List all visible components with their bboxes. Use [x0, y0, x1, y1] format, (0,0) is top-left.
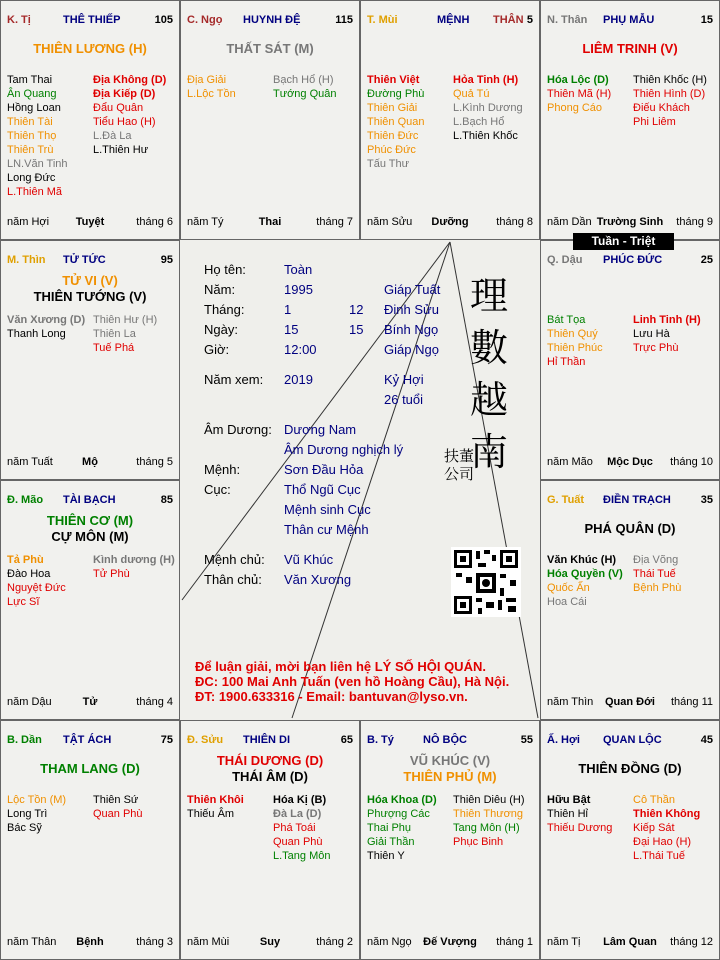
- minor-star: Tam Thai: [7, 74, 53, 86]
- palace-cell-ty: [360, 720, 540, 960]
- palace-name: THÊ THIẾP: [63, 14, 121, 26]
- minor-star: Thiếu Âm: [187, 808, 235, 820]
- main-star: THIÊN PHỦ (M): [403, 769, 497, 784]
- palace-branch: B. Tý: [367, 734, 394, 746]
- palace-age: 85: [160, 494, 173, 506]
- palace-branch: B. Dần: [7, 734, 42, 746]
- ngay-value: 15: [284, 322, 299, 337]
- qr-code: [451, 547, 521, 617]
- palace-cell-suu: [180, 720, 360, 960]
- minor-star: Thiên Việt: [367, 74, 420, 86]
- minor-star: Hóa Khoa (D): [367, 794, 437, 806]
- palace-name: ĐIỀN TRẠCH: [603, 494, 671, 506]
- thang-can: Đinh Sửu: [384, 302, 439, 317]
- star-column-left: [187, 73, 236, 101]
- minor-star: Quả Tú: [453, 88, 490, 100]
- am-duong-label: Âm Dương:: [204, 422, 272, 437]
- than-chu: Văn Xương: [284, 572, 352, 587]
- palace-year: năm Tý: [187, 216, 224, 228]
- star-column-left: [7, 73, 68, 199]
- star-column-right: [633, 313, 701, 355]
- palace-age: 45: [700, 734, 713, 746]
- tuoi: 26 tuổi: [384, 392, 424, 407]
- star-column-right: [93, 793, 143, 821]
- palace-month: tháng 12: [670, 936, 713, 948]
- minor-star: L.Lộc Tồn: [187, 88, 236, 100]
- ho-ten: Toàn: [284, 262, 313, 277]
- minor-star: Thiên Phúc: [547, 342, 603, 354]
- palace-age: 5: [526, 14, 533, 26]
- minor-star: Thiên Đức: [367, 130, 419, 142]
- minor-star: Thiên Trù: [7, 144, 54, 156]
- menh-chu-label: Mệnh chủ:: [204, 552, 265, 567]
- main-star: THIÊN ĐỒNG (D): [578, 761, 682, 776]
- palace-year: năm Thìn: [547, 696, 594, 708]
- cuc-3: Thân cư Mệnh: [284, 522, 369, 537]
- palace-year: năm Sửu: [367, 216, 413, 228]
- palace-cell-ngo: [180, 0, 360, 240]
- main-star: THAM LANG (D): [40, 761, 140, 776]
- palace-stage: Bệnh: [76, 936, 104, 948]
- minor-star: Quan Phù: [273, 836, 323, 848]
- palace-month: tháng 11: [670, 696, 713, 708]
- palace-age: 55: [520, 734, 533, 746]
- minor-star: Thiên Y: [367, 850, 405, 862]
- minor-star: Bạch Hổ (H): [273, 74, 334, 86]
- star-column-right: [633, 73, 707, 129]
- thang-al: 12: [349, 302, 364, 317]
- minor-star: Tấu Thư: [367, 158, 410, 170]
- palace-branch: K. Tị: [7, 14, 31, 26]
- palace-month: tháng 1: [496, 936, 533, 948]
- palace-header: [547, 14, 713, 28]
- palace-name: PHÚC ĐỨC: [603, 254, 663, 266]
- minor-star: Thiên Sứ: [93, 794, 139, 806]
- star-column-right: [273, 73, 337, 101]
- menh-chu: Vũ Khúc: [284, 552, 334, 567]
- calligraphy-logo: 理數越南: [470, 274, 509, 474]
- minor-star: Trực Phù: [633, 342, 679, 354]
- palace-branch: M. Thìn: [7, 254, 46, 266]
- palace-name: TẬT ÁCH: [63, 734, 112, 746]
- palace-age: 25: [700, 254, 713, 266]
- palace-branch: C. Ngọ: [187, 14, 223, 26]
- minor-star: Thiên Hư (H): [93, 314, 158, 326]
- palace-month: tháng 4: [136, 696, 173, 708]
- minor-star: Quốc Ấn: [547, 582, 590, 594]
- contact-line-1: Để luận giải, mời bạn liên hệ LÝ SỐ HỘI QUÁN.: [195, 659, 486, 674]
- minor-star: Địa Kiếp (D): [93, 88, 156, 100]
- nam-label: Năm:: [204, 282, 236, 297]
- minor-star: L.Tang Môn: [273, 850, 331, 862]
- star-column-left: [547, 553, 623, 609]
- minor-star: Hóa Lộc (D): [547, 74, 609, 86]
- minor-star: Thiên Thọ: [7, 130, 57, 142]
- thang-label: Tháng:: [204, 302, 245, 317]
- star-column-right: [93, 553, 175, 581]
- am-duong-2: Âm Dương nghịch lý: [284, 442, 404, 457]
- minor-star: Hoa Cái: [547, 596, 587, 608]
- cuc: Thổ Ngũ Cục: [284, 482, 361, 497]
- palace-header: [367, 14, 533, 28]
- palace-age: 75: [160, 734, 173, 746]
- palace-cell-dau: [540, 240, 720, 480]
- palace-name: QUAN LỘC: [603, 734, 662, 746]
- minor-star: Hóa Kị (B): [273, 794, 327, 806]
- palace-name: TỬ TỨC: [63, 254, 106, 266]
- palace-name: TÀI BẠCH: [63, 494, 116, 506]
- minor-star: Thiên Tài: [7, 116, 53, 128]
- palace-stage: Dưỡng: [431, 216, 469, 228]
- minor-star: Thiên Quý: [547, 328, 598, 340]
- palace-branch: G. Tuất: [547, 494, 585, 506]
- palace-stage: Trường Sinh: [596, 216, 664, 228]
- minor-star: Đại Hao (H): [633, 836, 692, 848]
- minor-star: Địa Không (D): [93, 74, 167, 86]
- contact-block: [195, 659, 509, 704]
- minor-star: Bệnh Phù: [633, 582, 682, 594]
- minor-star: Thiên Diêu (H): [453, 794, 525, 806]
- star-column-right: [273, 793, 330, 863]
- palace-header: [547, 254, 713, 268]
- minor-star: Thiên Hỉ: [547, 808, 588, 820]
- palace-stage: Suy: [259, 936, 281, 948]
- contact-line-3: ĐT: 1900.633316 - Email: bantuvan@lyso.vn.: [195, 689, 468, 704]
- minor-star: Quan Phù: [93, 808, 143, 820]
- palace-header: [367, 734, 533, 748]
- palace-stage: Đế Vượng: [423, 936, 477, 948]
- palace-month: tháng 3: [136, 936, 173, 948]
- minor-star: Kình dương (H): [93, 554, 175, 566]
- palace-cell-dan: [0, 720, 180, 960]
- palace-year: năm Ngọ: [367, 936, 412, 948]
- nam-xem-can: Kỷ Hợi: [384, 372, 424, 387]
- minor-star: Phong Cáo: [547, 102, 603, 114]
- nam-can: Giáp Tuất: [384, 282, 441, 297]
- minor-star: Lộc Tồn (M): [7, 794, 67, 806]
- minor-star: Cô Thần: [633, 794, 675, 806]
- palace-year: năm Mùi: [187, 936, 230, 948]
- minor-star: Thiên Khôi: [187, 794, 244, 806]
- am-duong: Dương Nam: [284, 422, 357, 437]
- main-star: CỰ MÔN (M): [51, 529, 129, 544]
- minor-star: Thanh Long: [7, 328, 66, 340]
- palace-month: tháng 2: [316, 936, 353, 948]
- minor-star: L.Thiên Hư: [93, 144, 149, 156]
- main-star: THÁI DƯƠNG (D): [216, 753, 324, 768]
- palace-month: tháng 6: [136, 216, 173, 228]
- minor-star: Lực Sĩ: [7, 596, 40, 608]
- palace-cell-thin: [0, 240, 180, 480]
- minor-star: L.Thái Tuế: [633, 850, 685, 862]
- minor-star: Phúc Đức: [367, 144, 416, 156]
- palace-cell-mui: [360, 0, 540, 240]
- star-column-left: [7, 313, 85, 341]
- palace-stage: Tử: [82, 696, 98, 708]
- palace-stage: Thai: [258, 216, 282, 228]
- minor-star: L.Thiên Mã: [7, 186, 63, 198]
- main-star: THIÊN CƠ (M): [46, 513, 134, 528]
- minor-star: Long Đức: [7, 172, 56, 184]
- cuc-label: Cục:: [204, 482, 231, 497]
- minor-star: Văn Xương (D): [7, 314, 86, 326]
- star-column-left: [547, 793, 612, 835]
- minor-star: LN.Văn Tinh: [7, 158, 68, 170]
- palace-footer: [187, 216, 353, 230]
- star-column-left: [367, 73, 424, 171]
- minor-star: Phá Toái: [273, 822, 316, 834]
- minor-star: Thiên Mã (H): [547, 88, 612, 100]
- minor-star: Bác Sỹ: [7, 822, 42, 834]
- minor-star: Giải Thần: [367, 836, 415, 848]
- palace-header: [7, 14, 173, 28]
- palace-stage: Quan Đới: [605, 696, 655, 708]
- palace-header: [187, 14, 353, 28]
- palace-year: năm Dần: [547, 216, 592, 228]
- minor-star: Hóa Quyền (V): [547, 568, 623, 580]
- minor-star: Đà La (D): [273, 808, 322, 820]
- minor-star: Linh Tinh (H): [633, 314, 701, 326]
- minor-star: L.Bạch Hổ: [453, 116, 505, 128]
- minor-star: Đường Phù: [367, 88, 425, 100]
- cuc-2: Mệnh sinh Cục: [284, 502, 371, 517]
- palace-year: năm Hợi: [7, 216, 50, 228]
- minor-star: Tả Phù: [7, 554, 44, 566]
- palace-header: [7, 494, 173, 508]
- minor-star: Địa Võng: [633, 554, 679, 566]
- main-star: THIÊN TƯỚNG (V): [33, 289, 147, 304]
- star-column-right: [93, 313, 157, 355]
- than-marker: THÂN: [493, 14, 524, 26]
- palace-cell-tuat: [540, 480, 720, 720]
- main-star: THÁI ÂM (D): [232, 769, 308, 784]
- contact-line-2: ĐC: 100 Mai Anh Tuấn (ven hồ Hoàng Cầu), Hà Nội.: [195, 674, 510, 689]
- star-column-right: [453, 73, 523, 143]
- palace-cell-ti: [0, 0, 180, 240]
- star-column-left: [547, 313, 603, 369]
- palace-stage: Lâm Quan: [603, 936, 657, 948]
- tuan-triet-badge: Tuần - Triệt: [573, 233, 674, 250]
- star-column-left: [7, 553, 66, 609]
- palace-age: 65: [340, 734, 353, 746]
- palace-footer: [7, 936, 173, 950]
- menh: Sơn Đầu Hỏa: [284, 462, 364, 477]
- gio-value: 12:00: [284, 342, 317, 357]
- minor-star: L.Thiên Khốc: [453, 130, 518, 142]
- palace-footer: [367, 936, 533, 950]
- palace-branch: N. Thân: [547, 14, 588, 26]
- palace-year: năm Mão: [547, 456, 593, 468]
- palace-age: 35: [700, 494, 713, 506]
- palace-branch: Ấ. Hợi: [547, 734, 580, 746]
- menh-label: Mệnh:: [204, 462, 241, 477]
- minor-star: Thái Tuế: [633, 568, 676, 580]
- palace-footer: [547, 216, 713, 230]
- minor-star: Hữu Bật: [547, 794, 591, 806]
- minor-star: Hỉ Thần: [547, 356, 586, 368]
- palace-year: năm Thân: [7, 936, 57, 948]
- palace-cell-than: [540, 0, 720, 240]
- minor-star: Thai Phụ: [367, 822, 412, 834]
- minor-star: Lưu Hà: [633, 328, 670, 340]
- palace-age: 95: [160, 254, 173, 266]
- main-star: VŨ KHÚC (V): [409, 753, 491, 768]
- minor-star: Điếu Khách: [633, 102, 690, 114]
- ngay-label: Ngày:: [204, 322, 238, 337]
- minor-star: Tiểu Hao (H): [93, 116, 156, 128]
- palace-branch: Đ. Sửu: [187, 734, 224, 746]
- minor-star: Văn Khúc (H): [547, 554, 617, 566]
- palace-age: 105: [154, 14, 173, 26]
- palace-month: tháng 5: [136, 456, 173, 468]
- minor-star: Thiên Khốc (H): [633, 74, 707, 86]
- star-column-right: [633, 553, 681, 595]
- palace-year: năm Tuất: [7, 456, 53, 468]
- minor-star: Ân Quang: [7, 88, 57, 100]
- palace-name: MỆNH: [437, 14, 470, 26]
- minor-star: Long Trì: [7, 808, 48, 820]
- minor-star: L.Đà La: [93, 130, 132, 142]
- minor-star: Đào Hoa: [7, 568, 51, 580]
- palace-month: tháng 10: [670, 456, 713, 468]
- star-column-right: [93, 73, 166, 157]
- star-column-right: [633, 793, 700, 863]
- palace-cell-mao: [0, 480, 180, 720]
- palace-header: [547, 494, 713, 508]
- nam-xem: 2019: [284, 372, 313, 387]
- palace-footer: [7, 696, 173, 710]
- palace-branch: T. Mùi: [367, 14, 398, 26]
- palace-year: năm Tị: [547, 936, 581, 948]
- palace-year: năm Dậu: [7, 696, 52, 708]
- main-star: TỬ VI (V): [62, 273, 118, 288]
- minor-star: L.Kình Dương: [453, 102, 523, 114]
- minor-star: Hồng Loan: [7, 102, 61, 114]
- palace-name: NÔ BỘC: [423, 734, 467, 746]
- palace-name: PHỤ MẪU: [603, 14, 655, 26]
- palace-footer: [187, 936, 353, 950]
- minor-star: Thiên Giải: [367, 102, 418, 114]
- minor-star: Kiếp Sát: [633, 822, 675, 834]
- minor-star: Tang Môn (H): [453, 822, 520, 834]
- palace-footer: [547, 456, 713, 470]
- main-star: LIÊM TRINH (V): [582, 41, 678, 56]
- star-column-left: [187, 793, 244, 821]
- than-chu-label: Thân chủ:: [204, 572, 262, 587]
- main-star: PHÁ QUÂN (D): [584, 521, 676, 536]
- minor-star: Thiên La: [93, 328, 136, 340]
- palace-month: tháng 9: [676, 216, 713, 228]
- palace-branch: Đ. Mão: [7, 494, 44, 506]
- minor-star: Hỏa Tinh (H): [453, 74, 519, 86]
- palace-footer: [7, 216, 173, 230]
- ngay-al: 15: [349, 322, 364, 337]
- palace-name: THIÊN DI: [243, 734, 291, 746]
- minor-star: Thiên Không: [633, 808, 701, 820]
- palace-stage: Tuyệt: [75, 216, 105, 228]
- minor-star: Thiên Hình (D): [633, 88, 706, 100]
- star-column-left: [7, 793, 66, 835]
- palace-header: [547, 734, 713, 748]
- palace-stage: Mộc Dục: [607, 456, 653, 468]
- star-column-left: [547, 73, 611, 115]
- minor-star: Nguyệt Đức: [7, 582, 66, 594]
- minor-star: Phượng Các: [367, 808, 430, 820]
- nam-xem-label: Năm xem:: [204, 372, 264, 387]
- main-star: THIÊN LƯƠNG (H): [33, 41, 147, 56]
- minor-star: Tuế Phá: [93, 342, 135, 354]
- palace-month: tháng 7: [316, 216, 353, 228]
- palace-footer: [547, 696, 713, 710]
- palace-cell-hoi: [540, 720, 720, 960]
- minor-star: Thiếu Dương: [547, 822, 613, 834]
- palace-header: [7, 254, 173, 268]
- palace-header: [187, 734, 353, 748]
- palace-name: HUYNH ĐỆ: [243, 14, 301, 26]
- minor-star: Thiên Quan: [367, 116, 425, 128]
- minor-star: Bát Tọa: [547, 314, 586, 326]
- minor-star: Tướng Quân: [273, 88, 337, 100]
- minor-star: Địa Giải: [187, 74, 227, 86]
- palace-stage: Mộ: [82, 456, 98, 468]
- seal-text: 扶董公司: [444, 447, 475, 483]
- star-column-right: [453, 793, 525, 849]
- minor-star: Phục Binh: [453, 836, 504, 848]
- palace-month: tháng 8: [496, 216, 533, 228]
- thang-value: 1: [284, 302, 292, 317]
- star-column-left: [367, 793, 437, 863]
- palace-header: [7, 734, 173, 748]
- palace-footer: [367, 216, 533, 230]
- nam-value: 1995: [284, 282, 313, 297]
- palace-footer: [547, 936, 713, 950]
- minor-star: Đẩu Quân: [93, 102, 144, 114]
- minor-star: Tử Phù: [93, 568, 130, 580]
- main-star: THẤT SÁT (M): [226, 41, 314, 56]
- minor-star: Phi Liêm: [633, 116, 676, 128]
- gio-can: Giáp Ngọ: [384, 342, 439, 357]
- palace-age: 15: [700, 14, 713, 26]
- ngay-can: Bính Ngọ: [384, 322, 439, 337]
- palace-branch: Q. Dậu: [547, 254, 583, 266]
- palace-footer: [7, 456, 173, 470]
- palace-age: 115: [335, 14, 353, 26]
- minor-star: Thiên Thương: [453, 808, 524, 820]
- ho-ten-label: Họ tên:: [204, 262, 246, 277]
- gio-label: Giờ:: [204, 342, 230, 357]
